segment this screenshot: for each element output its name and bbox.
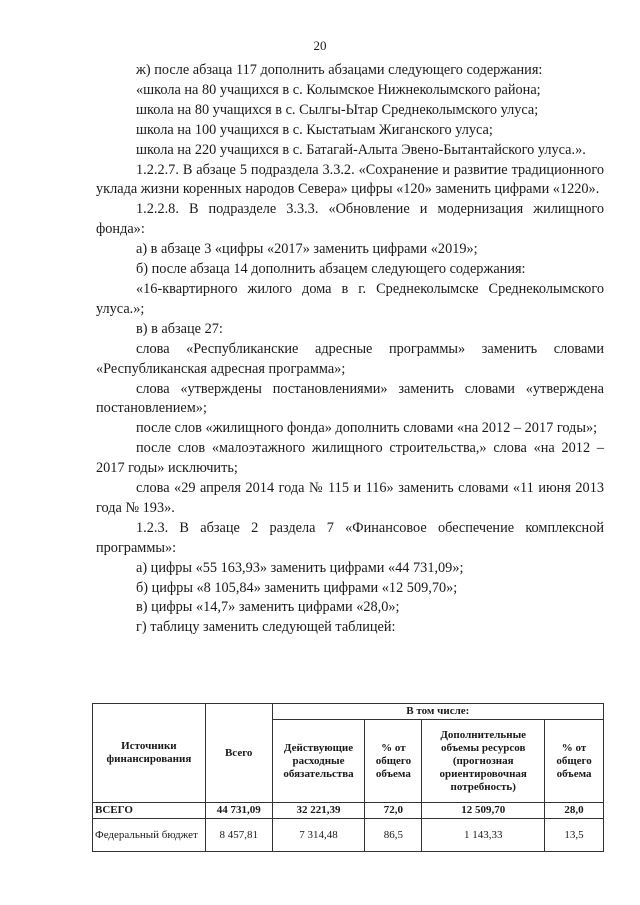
cell-additional-pct: 13,5 (545, 819, 604, 852)
table-row (93, 819, 604, 852)
paragraph: школа на 100 учащихся в с. Кыстатыам Жиганского улуса; (136, 121, 493, 138)
document-body (96, 61, 604, 638)
paragraph: слова «утверждены постановлениями» заменить словами «утверждена постановлением»; (96, 380, 604, 417)
cell-total: 44 731,09 (205, 803, 272, 819)
paragraph: слова «Республиканские адресные программы» заменить словами «Республиканская адресная программа»; (96, 340, 604, 377)
paragraph: «16-квартирного жилого дома в г. Среднеколымске Среднеколымского улуса.»; (96, 280, 604, 317)
paragraph: б) цифры «8 105,84» заменить цифрами «12 509,70»; (136, 579, 458, 596)
page-number: 20 (313, 38, 327, 53)
financing-table (92, 703, 604, 852)
paragraph: в) в абзаце 27: (136, 320, 223, 337)
cell-current-pct: 86,5 (365, 819, 422, 852)
paragraph: после слов «малоэтажного жилищного строительства,» слова «на 2012 – 2017 годы» исключить; (96, 440, 604, 477)
header-total: Всего (205, 704, 272, 803)
header-additional: Дополнительные объемы ресурсов (прогнозная ориентировочная потребность) (422, 720, 545, 803)
paragraph: школа на 80 учащихся в с. Сылгы-Ытар Среднеколымского улуса; (136, 101, 539, 118)
table-row (93, 803, 604, 819)
paragraph: слова «29 апреля 2014 года № 115 и 116» заменить словами «11 июня 2013 года № 193». (96, 480, 604, 516)
cell-additional-pct: 28,0 (545, 803, 604, 819)
paragraph: школа на 220 учащихся в с. Батагай-Алыта Эвено-Бытантайского улуса.». (136, 141, 586, 158)
paragraph: 1.2.2.8. В подразделе 3.3.3. «Обновление и модернизация жилищного фонда»: (96, 201, 604, 238)
header-sources: Источники финансирования (93, 704, 206, 803)
cell-source: ВСЕГО (93, 803, 206, 819)
paragraph: 1.2.2.7. В абзаце 5 подраздела 3.3.2. «Сохранение и развитие традиционного уклада жизни коренных народов Севера» цифры «120» заменить цифрами «1220». (96, 161, 604, 198)
paragraph: после слов «жилищного фонда» дополнить словами «на 2012 – 2017 годы»; (136, 420, 598, 437)
header-group: В том числе: (272, 704, 603, 720)
cell-total: 8 457,81 (205, 819, 272, 852)
cell-current-pct: 72,0 (365, 803, 422, 819)
cell-additional: 12 509,70 (422, 803, 545, 819)
header-additional-pct: % от общего объема (545, 720, 604, 803)
cell-current: 7 314,48 (272, 819, 365, 852)
paragraph: «школа на 80 учащихся в с. Колымское Нижнеколымского района; (136, 81, 541, 98)
paragraph: г) таблицу заменить следующей таблицей: (136, 619, 396, 636)
cell-additional: 1 143,33 (422, 819, 545, 852)
paragraph: а) цифры «55 163,93» заменить цифрами «44 731,09»; (136, 559, 464, 576)
paragraph: в) цифры «14,7» заменить цифрами «28,0»; (136, 599, 400, 616)
cell-current: 32 221,39 (272, 803, 365, 819)
header-current: Действующие расходные обязательства (272, 720, 365, 803)
header-current-pct: % от общего объема (365, 720, 422, 803)
table-header-row (93, 704, 604, 720)
paragraph: б) после абзаца 14 дополнить абзацем следующего содержания: (136, 261, 526, 278)
paragraph: а) в абзаце 3 «цифры «2017» заменить цифрами «2019»; (136, 241, 478, 258)
cell-source: Федеральный бюджет (93, 819, 206, 852)
paragraph: 1.2.3. В абзаце 2 раздела 7 «Финансовое обеспечение комплексной программы»: (96, 519, 604, 556)
paragraph: ж) после абзаца 117 дополнить абзацами следующего содержания: (136, 62, 543, 78)
